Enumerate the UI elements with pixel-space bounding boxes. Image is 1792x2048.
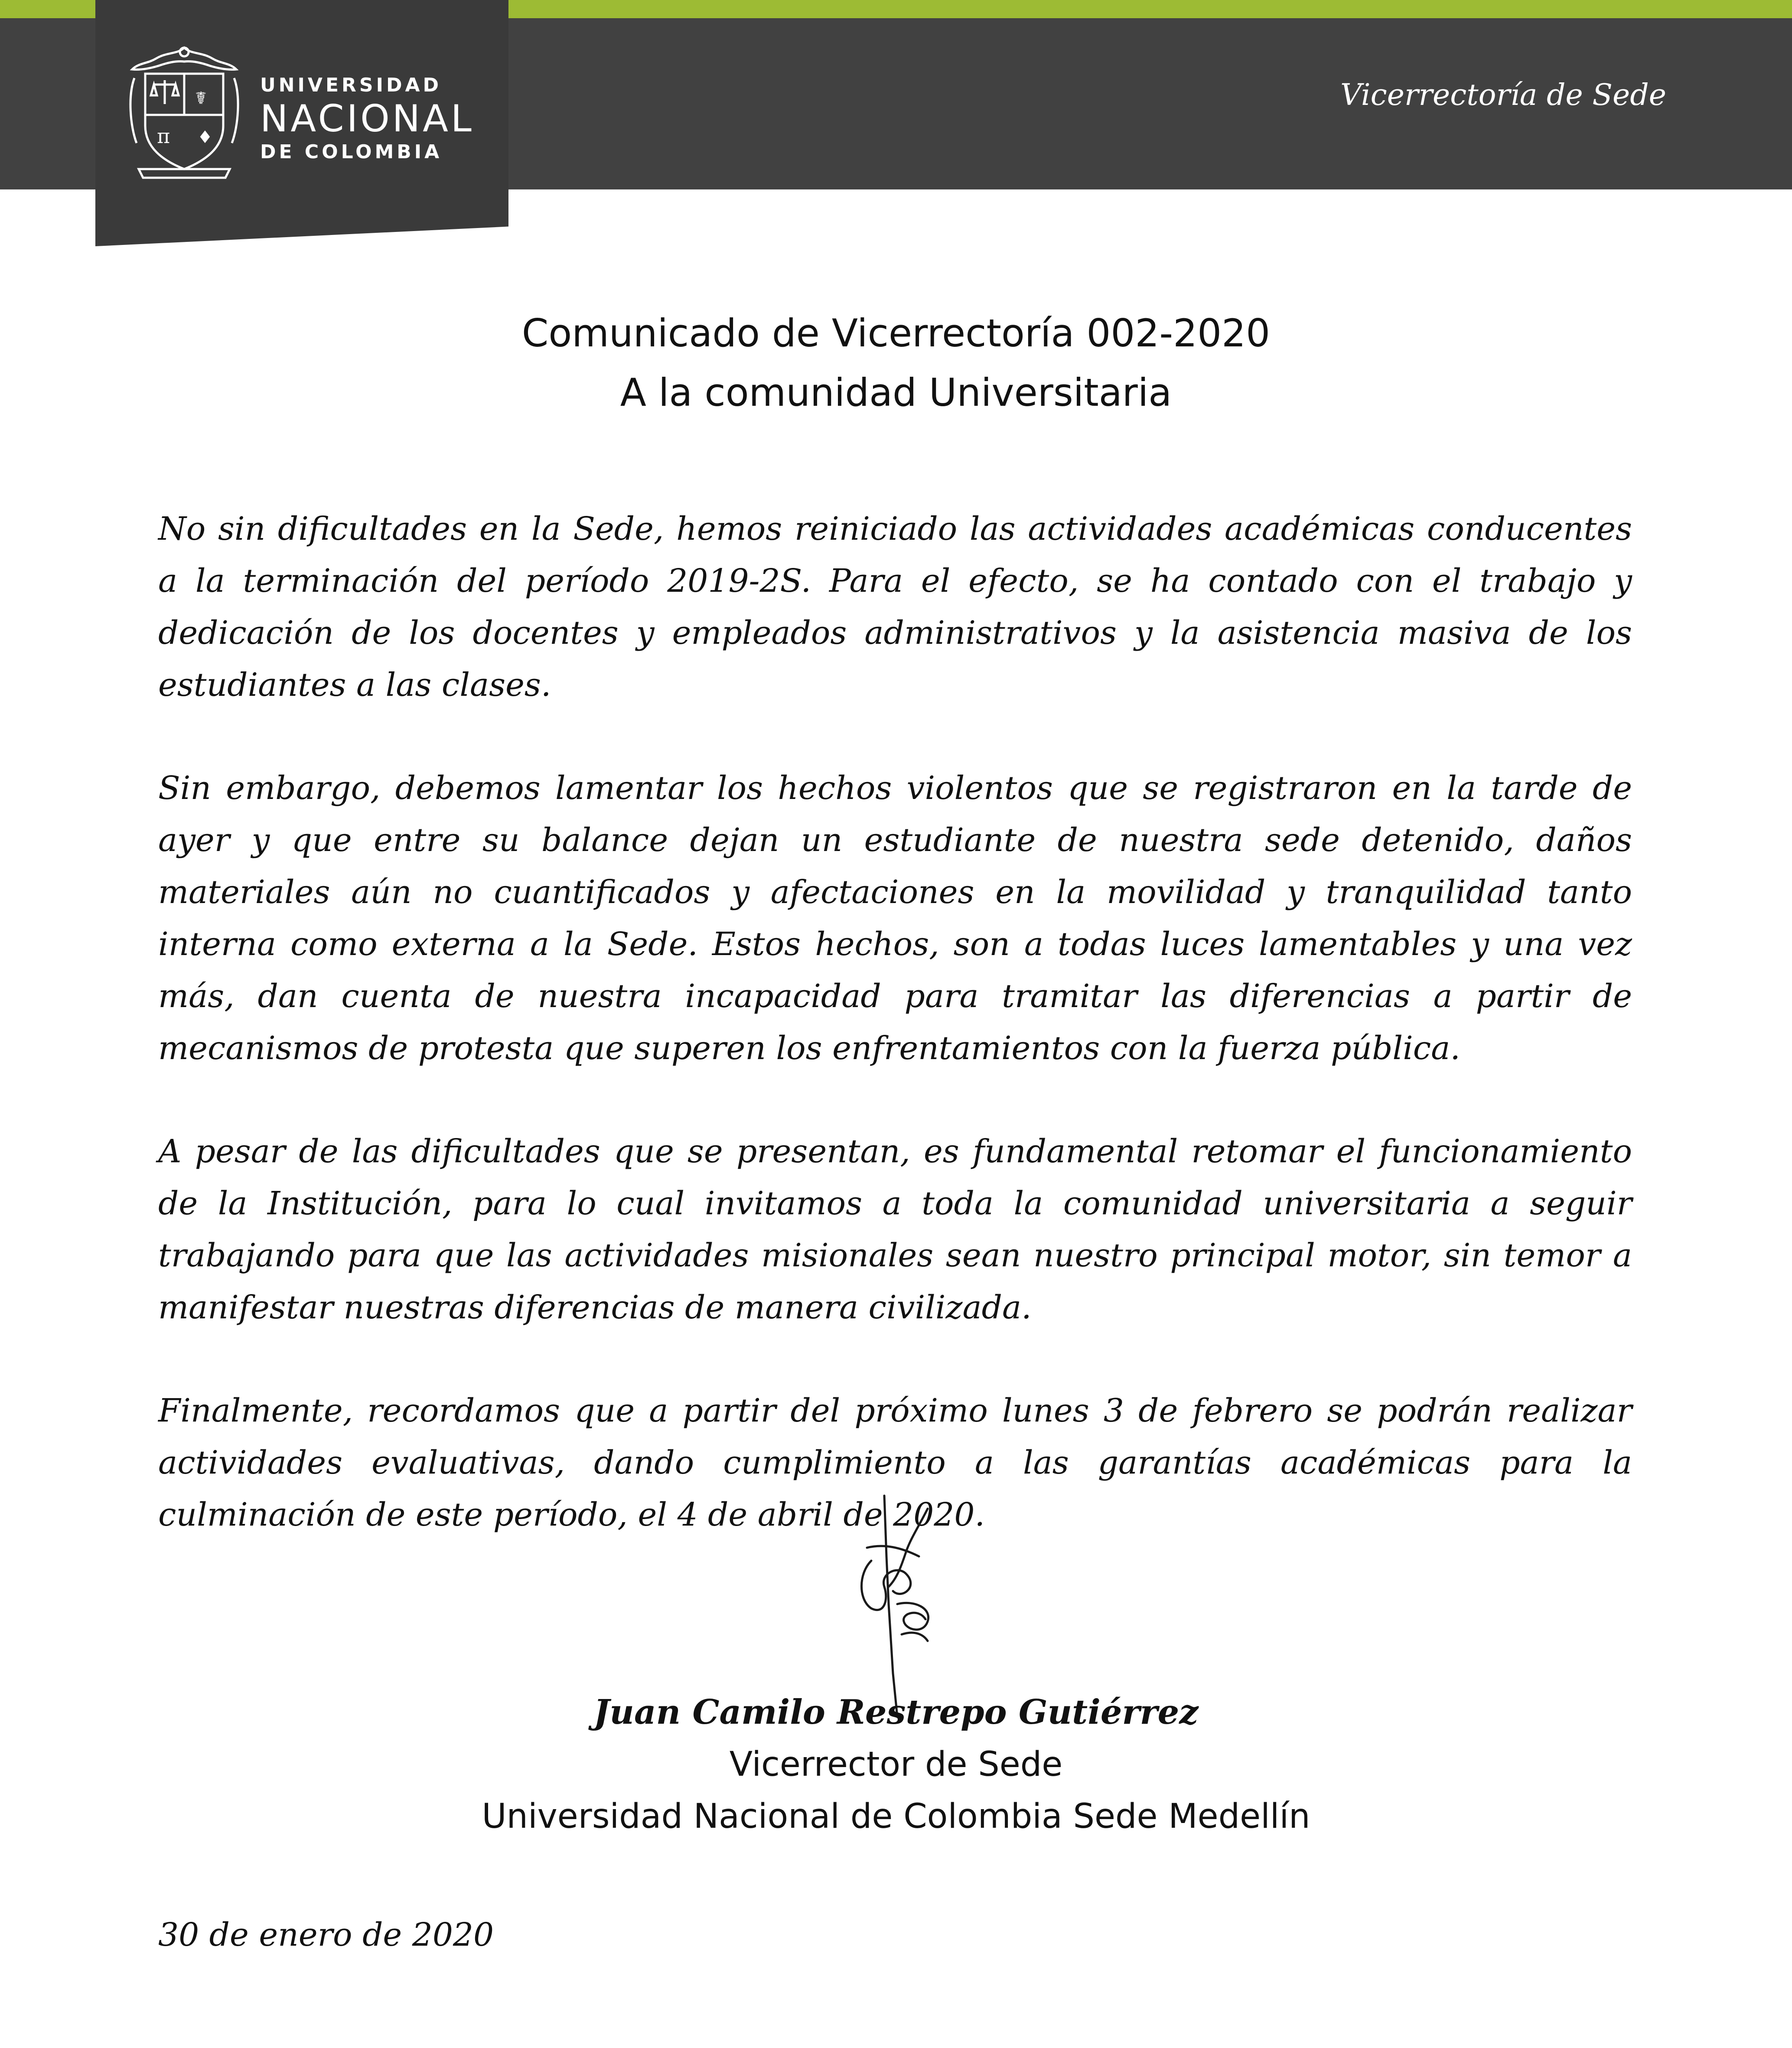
paragraph: No sin dificultades en la Sede, hemos reiniciado las actividades académicas conducentes a la terminación del período 2019-2S. Para el efecto, se ha contado con el trabajo y dedicación de los docentes y empleados administrativos y la asistencia masiva de los estudiantes a las clases.	[158, 510, 1632, 704]
wordmark-line1: UNIVERSIDAD	[260, 74, 442, 96]
wordmark-line2: NACIONAL	[260, 97, 474, 140]
signature-block	[0, 1686, 1792, 1843]
paragraph: A pesar de las dificultades que se presentan, es fundamental retomar el funcionamiento de la Institución, para lo cual invitamos a toda la comunidad universitaria a seguir trabajando para que las actividades misionales sean nuestro principal motor, sin temor a manifestar nuestras diferencias de manera civilizada.	[158, 1133, 1632, 1326]
signer-institution: Universidad Nacional de Colombia Sede Medellín	[482, 1797, 1310, 1836]
svg-text:♦: ♦	[197, 127, 213, 147]
university-wordmark	[260, 74, 474, 164]
signer-name: Juan Camilo Restrepo Gutiérrez	[593, 1693, 1199, 1732]
wordmark-line3: DE COLOMBIA	[260, 141, 443, 163]
paragraph: Finalmente, recordamos que a partir del próximo lunes 3 de febrero se podrán realizar actividades evaluativas, dando cumplimiento a las garantías académicas para la culminación de este período, el 4 de abril de 2020.	[158, 1392, 1632, 1533]
office-name: Vicerrectoría de Sede	[1340, 78, 1666, 112]
document-heading	[0, 303, 1792, 422]
paragraph: Sin embargo, debemos lamentar los hechos violentos que se registraron en la tarde de ayer y que entre su balance dejan un estudiante de nuestra sede detenido, daños materiales aún no cuantificados y afectaciones en la movilidad y tranquilidad tanto interna como externa a la Sede. Estos hechos, son a todas luces lamentables y una vez más, dan cuenta de nuestra incapacidad para tramitar las diferencias a partir de mecanismos de protesta que superen los enfrentamientos con la fuerza pública.	[158, 770, 1632, 1067]
signer-role: Vicerrector de Sede	[729, 1745, 1063, 1784]
document-date: 30 de enero de 2020	[158, 1916, 494, 1953]
handwritten-signature	[832, 1491, 988, 1717]
svg-text:☤: ☤	[195, 88, 207, 108]
document-title: Comunicado de Vicerrectoría 002-2020	[521, 311, 1271, 355]
document-body	[158, 503, 1632, 1592]
svg-text:π: π	[157, 124, 170, 148]
university-crest-icon	[126, 39, 243, 186]
document-subtitle: A la comunidad Universitaria	[620, 370, 1172, 415]
